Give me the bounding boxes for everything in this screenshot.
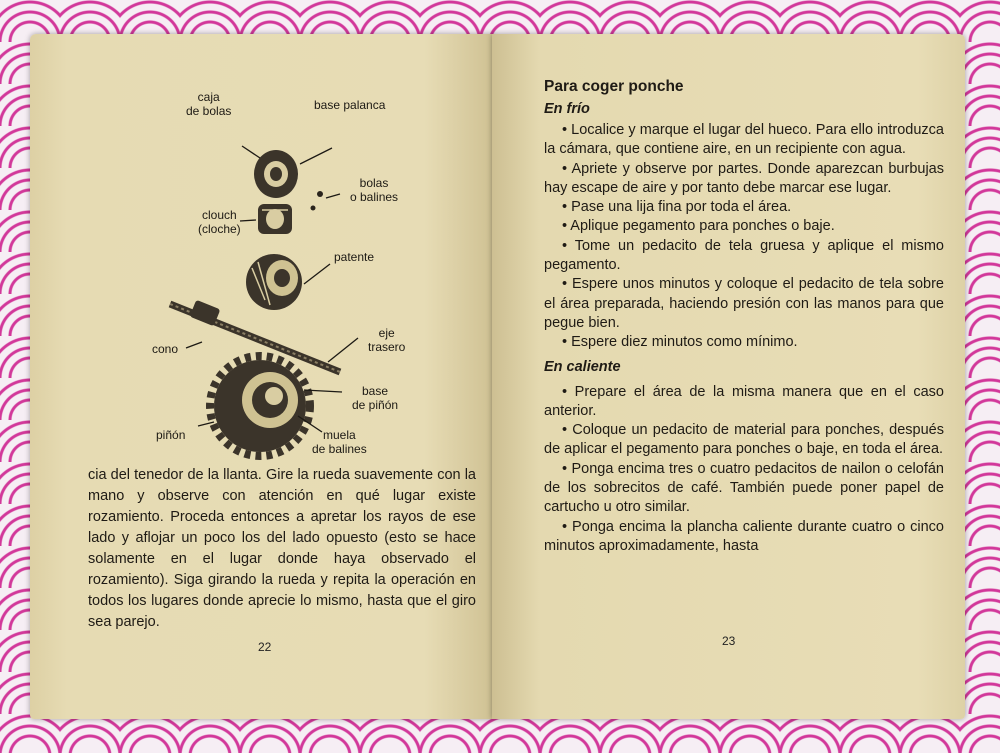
hot-step: • Prepare el área de la misma manera que en el caso anterior. (544, 383, 944, 419)
page-number-right: 23 (722, 634, 736, 648)
cold-step: • Pase una lija fina por toda el área. (562, 199, 792, 216)
label-base-de-pinon: base de piñón (352, 384, 399, 412)
subsection-cold: En frío (544, 101, 590, 117)
cold-step: • Apriete y observe por partes. Donde aparezcan burbujas hay escape de aire y por tanto debe marcar ese lugar. (544, 160, 944, 196)
cold-step: • Tome un pedacito de tela gruesa y aplique el mismo pegamento. (544, 237, 944, 274)
ball-part (311, 206, 316, 211)
label-pinon: piñón (156, 428, 186, 442)
sprocket-part (210, 356, 310, 456)
label-cono: cono (152, 342, 179, 356)
left-page-body-text: cia del tenedor de la llanta. Gire la rueda suavemente con la mano y observe con atención en qué lugar existe rozamiento. Proceda entonces a apretar los rayos de ese lado y aflojar un poco los del lado opuesto (esto se hace solamente en el lugar donde haya observado el rozamiento). Siga girando la rueda y repita la operación en todos los lugares donde aprecie lo mismo, hasta que el giro sea parejo. (88, 466, 476, 630)
open-booklet (30, 34, 965, 724)
hot-step: • Coloque un pedacito de material para ponches, después de aplicar el pegamento para ponches o baje, en toda el área. (544, 422, 944, 458)
cold-step: • Espere unos minutos y coloque el pedacito de tela sobre el área preparada, haciendo presión con las manos para que pegue bien. (544, 276, 944, 331)
label-base-palanca: base palanca (314, 98, 386, 112)
hot-step: • Ponga encima la plancha caliente durante cuatro o cinco minutos aproximadamente, hasta (544, 518, 944, 554)
label-clouch: clouch (cloche) (198, 208, 241, 236)
cold-step: • Aplique pegamento para ponches o baje. (562, 218, 835, 235)
cold-step: • Localice y marque el lugar del hueco. Para ello introduzca la cámara, que contiene aire, en un recipiente con agua. (544, 122, 944, 158)
hot-step: • Ponga encima tres o cuatro pedacitos de nailon o celofán de los sobrecitos de café. También puede poner papel de cartucho u otro similar. (544, 460, 944, 516)
label-muela-de-balines: muela de balines (312, 428, 367, 456)
clutch-part (258, 204, 292, 234)
hub-parts-diagram (90, 86, 450, 466)
cold-step: • Espere diez minutos como mínimo. (562, 334, 798, 351)
ball-cage-part (254, 150, 298, 198)
freewheel-part (246, 254, 302, 310)
left-page (30, 34, 494, 719)
page-number-left: 22 (258, 640, 272, 654)
label-caja-de-bolas: caja de bolas (186, 90, 232, 118)
label-patente: patente (334, 250, 375, 264)
label-eje-trasero: eje trasero (368, 326, 406, 354)
right-page (492, 34, 965, 719)
label-bolas: bolas o balines (350, 176, 399, 204)
section-title: Para coger ponche (544, 78, 684, 95)
ball-part (317, 191, 323, 197)
subsection-hot: En caliente (544, 358, 621, 375)
right-page-content (544, 78, 944, 556)
